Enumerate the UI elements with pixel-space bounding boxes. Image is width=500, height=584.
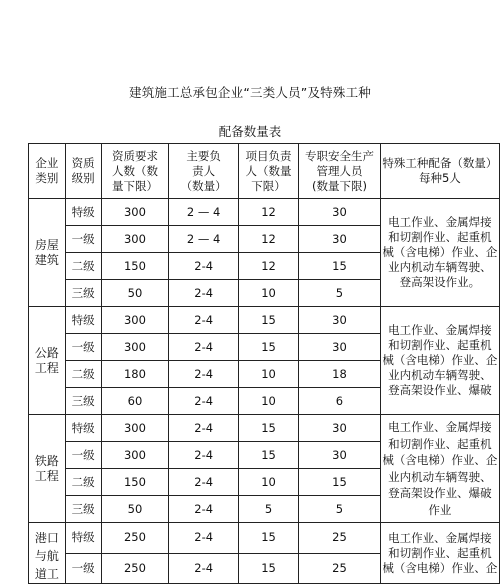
manager-cell: 2-4 <box>169 553 239 584</box>
project-cell: 15 <box>238 334 298 361</box>
category-line: 建筑 <box>34 252 59 267</box>
manager-cell: 2-4 <box>169 388 239 415</box>
manager-cell: 2-4 <box>169 334 239 361</box>
note-line: 业内机动车辆驾驶、 <box>388 368 492 382</box>
safety-cell: 15 <box>299 253 381 280</box>
special-note-cell <box>380 415 499 523</box>
note-line: 和切割作业、起重机 <box>388 545 492 560</box>
manager-cell: 2-4 <box>169 442 239 469</box>
category-cell <box>29 199 66 307</box>
qualification-cell: 300 <box>101 442 169 469</box>
note-line: 电工作业、金属焊接 <box>388 323 492 337</box>
header-line: 专职安全生产 <box>304 148 374 163</box>
project-cell: 10 <box>238 469 298 496</box>
safety-cell: 30 <box>299 334 381 361</box>
manager-cell: 2-4 <box>169 469 239 496</box>
note-line: 械（含电梯）作业、企 <box>382 245 498 259</box>
note-line: 业内机动车辆驾驶、 <box>388 260 492 274</box>
header-level <box>65 144 101 199</box>
note-line: 和切割作业、起重机 <box>388 436 492 451</box>
note-line: 械（含电梯）作业、企 <box>382 453 498 467</box>
project-cell: 15 <box>238 553 298 584</box>
manager-cell: 2 — 4 <box>169 199 239 226</box>
note-line: 登高架设作业。 <box>399 275 481 289</box>
project-cell: 15 <box>238 307 298 334</box>
safety-cell: 25 <box>299 523 381 554</box>
project-cell: 5 <box>238 496 298 523</box>
safety-cell: 30 <box>299 442 381 469</box>
qualification-cell: 150 <box>101 469 169 496</box>
note-line: 登高架设作业、爆破 <box>388 486 492 500</box>
manager-cell: 2-4 <box>169 496 239 523</box>
level-cell: 三级 <box>65 496 101 523</box>
header-line: 人（数量 <box>245 163 292 178</box>
level-cell: 特级 <box>65 307 101 334</box>
header-manager <box>169 144 239 199</box>
safety-cell: 15 <box>299 469 381 496</box>
level-cell: 二级 <box>65 361 101 388</box>
qualification-cell: 300 <box>101 226 169 253</box>
note-line: 电工作业、金属焊接 <box>388 530 492 545</box>
special-note-cell <box>380 523 499 584</box>
manager-cell: 2 — 4 <box>169 226 239 253</box>
project-cell: 10 <box>238 361 298 388</box>
header-line: 资质 <box>71 156 95 170</box>
header-line: 企业 <box>35 156 59 170</box>
category-line: 公路 <box>34 345 59 360</box>
qualification-cell: 300 <box>101 334 169 361</box>
header-line: 项目负责 <box>245 148 292 163</box>
header-project <box>238 144 298 199</box>
header-line: 人数（数 <box>111 163 158 178</box>
table-row <box>29 307 500 334</box>
project-cell: 12 <box>238 199 298 226</box>
category-line: 铁路 <box>34 453 59 468</box>
qualification-cell: 50 <box>101 280 169 307</box>
note-line: 械（含电梯）作业、企 <box>382 560 498 575</box>
note-line: 作业 <box>428 502 452 517</box>
manager-cell: 2-4 <box>169 307 239 334</box>
project-cell: 10 <box>238 280 298 307</box>
safety-cell: 30 <box>299 199 381 226</box>
header-line: 主要负 <box>186 148 221 163</box>
category-line: 工程 <box>34 468 59 483</box>
header-line: 每种5人 <box>418 171 461 185</box>
document-subtitle: 配备数量表 <box>218 124 282 139</box>
project-cell: 15 <box>238 523 298 554</box>
safety-cell: 5 <box>299 280 381 307</box>
header-line: 责人 <box>192 163 216 178</box>
level-cell: 特级 <box>65 415 101 442</box>
project-cell: 10 <box>238 388 298 415</box>
level-cell: 一级 <box>65 226 101 253</box>
level-cell: 三级 <box>65 388 101 415</box>
manager-cell: 2-4 <box>169 415 239 442</box>
note-line: 和切割作业、起重机 <box>388 338 492 352</box>
manager-cell: 2-4 <box>169 361 239 388</box>
header-line: 类别 <box>35 171 59 185</box>
safety-cell: 30 <box>299 226 381 253</box>
qualification-cell: 180 <box>101 361 169 388</box>
qualification-cell: 300 <box>101 307 169 334</box>
header-row <box>29 144 500 199</box>
project-cell: 12 <box>238 253 298 280</box>
level-cell: 二级 <box>65 469 101 496</box>
table-row <box>29 199 500 226</box>
note-line: 电工作业、金属焊接 <box>388 215 492 229</box>
category-cell <box>29 523 66 584</box>
category-line: 工程 <box>34 360 59 375</box>
category-cell <box>29 307 66 415</box>
category-cell <box>29 415 66 523</box>
category-line: 港口 <box>34 531 59 545</box>
qualification-cell: 300 <box>101 415 169 442</box>
qualification-cell: 50 <box>101 496 169 523</box>
safety-cell: 6 <box>299 388 381 415</box>
level-cell: 特级 <box>65 199 101 226</box>
header-line: 下限） <box>251 178 286 193</box>
header-line: 管理人员 <box>316 163 363 178</box>
note-line: 械（含电梯）作业、企 <box>382 353 498 367</box>
note-line: 登高架设作业、爆破 <box>388 383 492 397</box>
safety-cell: 18 <box>299 361 381 388</box>
safety-cell: 30 <box>299 415 381 442</box>
qualification-cell: 300 <box>101 199 169 226</box>
header-line: 量下限） <box>111 178 158 193</box>
project-cell: 12 <box>238 226 298 253</box>
document-title: 建筑施工总承包企业“三类人员”及特殊工种 <box>129 85 371 100</box>
category-line: 道工 <box>34 567 59 581</box>
manager-cell: 2-4 <box>169 253 239 280</box>
staffing-table <box>28 143 500 584</box>
level-cell: 特级 <box>65 523 101 554</box>
header-category <box>29 144 66 199</box>
table-row <box>29 523 500 554</box>
level-cell: 一级 <box>65 442 101 469</box>
project-cell: 15 <box>238 415 298 442</box>
manager-cell: 2-4 <box>169 523 239 554</box>
qualification-cell: 150 <box>101 253 169 280</box>
safety-cell: 5 <box>299 496 381 523</box>
note-line: 业内机动车辆驾驶、 <box>388 469 492 484</box>
header-qualification <box>101 144 169 199</box>
project-cell: 15 <box>238 442 298 469</box>
note-line: 和切割作业、起重机 <box>388 230 492 244</box>
qualification-cell: 250 <box>101 523 169 554</box>
header-line: 特殊工种配备（数量） <box>382 156 498 170</box>
category-line: 与航 <box>34 549 59 563</box>
header-line: （数量） <box>180 178 227 193</box>
header-line: 资质要求 <box>111 148 158 163</box>
category-line: 房屋 <box>34 237 59 252</box>
level-cell: 二级 <box>65 253 101 280</box>
note-line: 电工作业、金属焊接 <box>388 420 492 434</box>
special-note-cell <box>380 199 499 307</box>
qualification-cell: 250 <box>101 553 169 584</box>
header-line: 级别 <box>71 171 95 185</box>
qualification-cell: 60 <box>101 388 169 415</box>
level-cell: 三级 <box>65 280 101 307</box>
header-line: (数量下限) <box>311 178 367 193</box>
level-cell: 一级 <box>65 334 101 361</box>
safety-cell: 30 <box>299 307 381 334</box>
special-note-cell <box>380 307 499 415</box>
table-row <box>29 415 500 442</box>
header-safety <box>299 144 381 199</box>
level-cell: 一级 <box>65 553 101 584</box>
manager-cell: 2-4 <box>169 280 239 307</box>
safety-cell: 25 <box>299 553 381 584</box>
header-special <box>380 144 499 199</box>
